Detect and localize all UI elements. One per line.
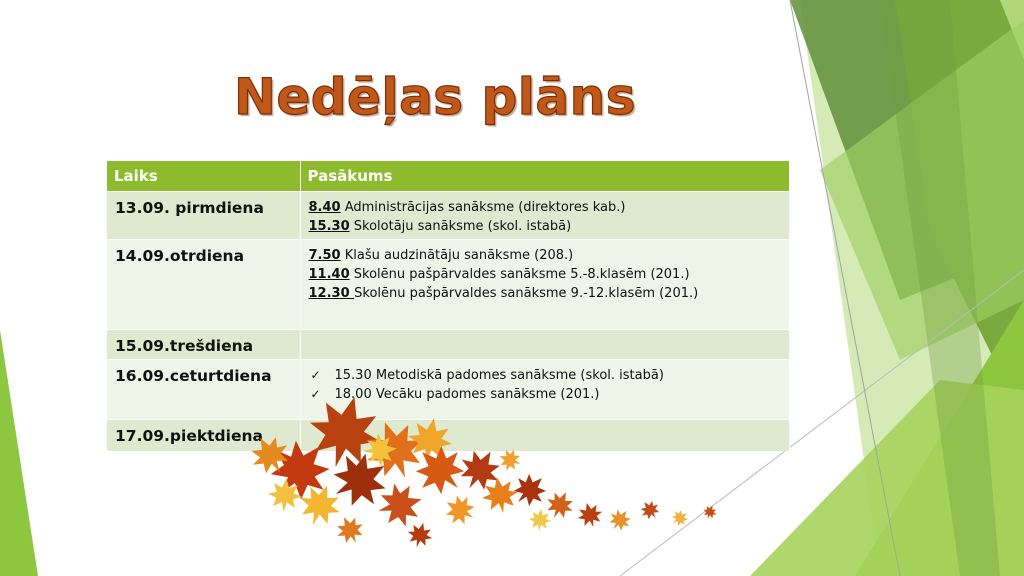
header-event: Pasākums xyxy=(300,161,789,192)
event-text: Skolotāju sanāksme (skol. istabā) xyxy=(349,219,572,234)
day-cell: 13.09. pirmdiena xyxy=(107,192,300,240)
event-text: Administrācijas sanāksme (direktores kab.) xyxy=(340,200,626,215)
day-cell: 16.09.ceturtdiena xyxy=(107,360,300,420)
event-time: 11.40 xyxy=(308,267,350,282)
event-time: 7.50 xyxy=(308,248,341,263)
day-cell: 14.09.otrdiena xyxy=(107,240,300,330)
event-text: Klašu audzinātāju sanāksme (208.) xyxy=(340,248,574,263)
day-cell: 15.09.trešdiena xyxy=(107,330,300,360)
checkmark-icon: ✓ xyxy=(310,387,321,401)
event-time: 12.30 xyxy=(308,286,355,301)
slide-title: Nedēļas plāns xyxy=(233,68,637,126)
event-text: Skolēnu pašpārvaldes sanāksme 5.-8.klasēm (201.) xyxy=(349,267,690,282)
event-text: Skolēnu pašpārvaldes sanāksme 9.-12.klasēm (201.) xyxy=(354,286,699,301)
event-time: 8.40 xyxy=(308,200,341,215)
checkmark-icon: ✓ xyxy=(310,368,321,382)
event-text: 15.30 Metodiskā padomes sanāksme (skol. istabā) xyxy=(334,368,664,383)
event-text: 18.00 Vecāku padomes sanāksme (201.) xyxy=(334,387,600,402)
leaf-cluster xyxy=(243,387,719,550)
header-time: Laiks xyxy=(107,161,300,192)
event-time: 15.30 xyxy=(308,219,350,234)
day-cell: 17.09.piektdiena xyxy=(107,420,300,451)
